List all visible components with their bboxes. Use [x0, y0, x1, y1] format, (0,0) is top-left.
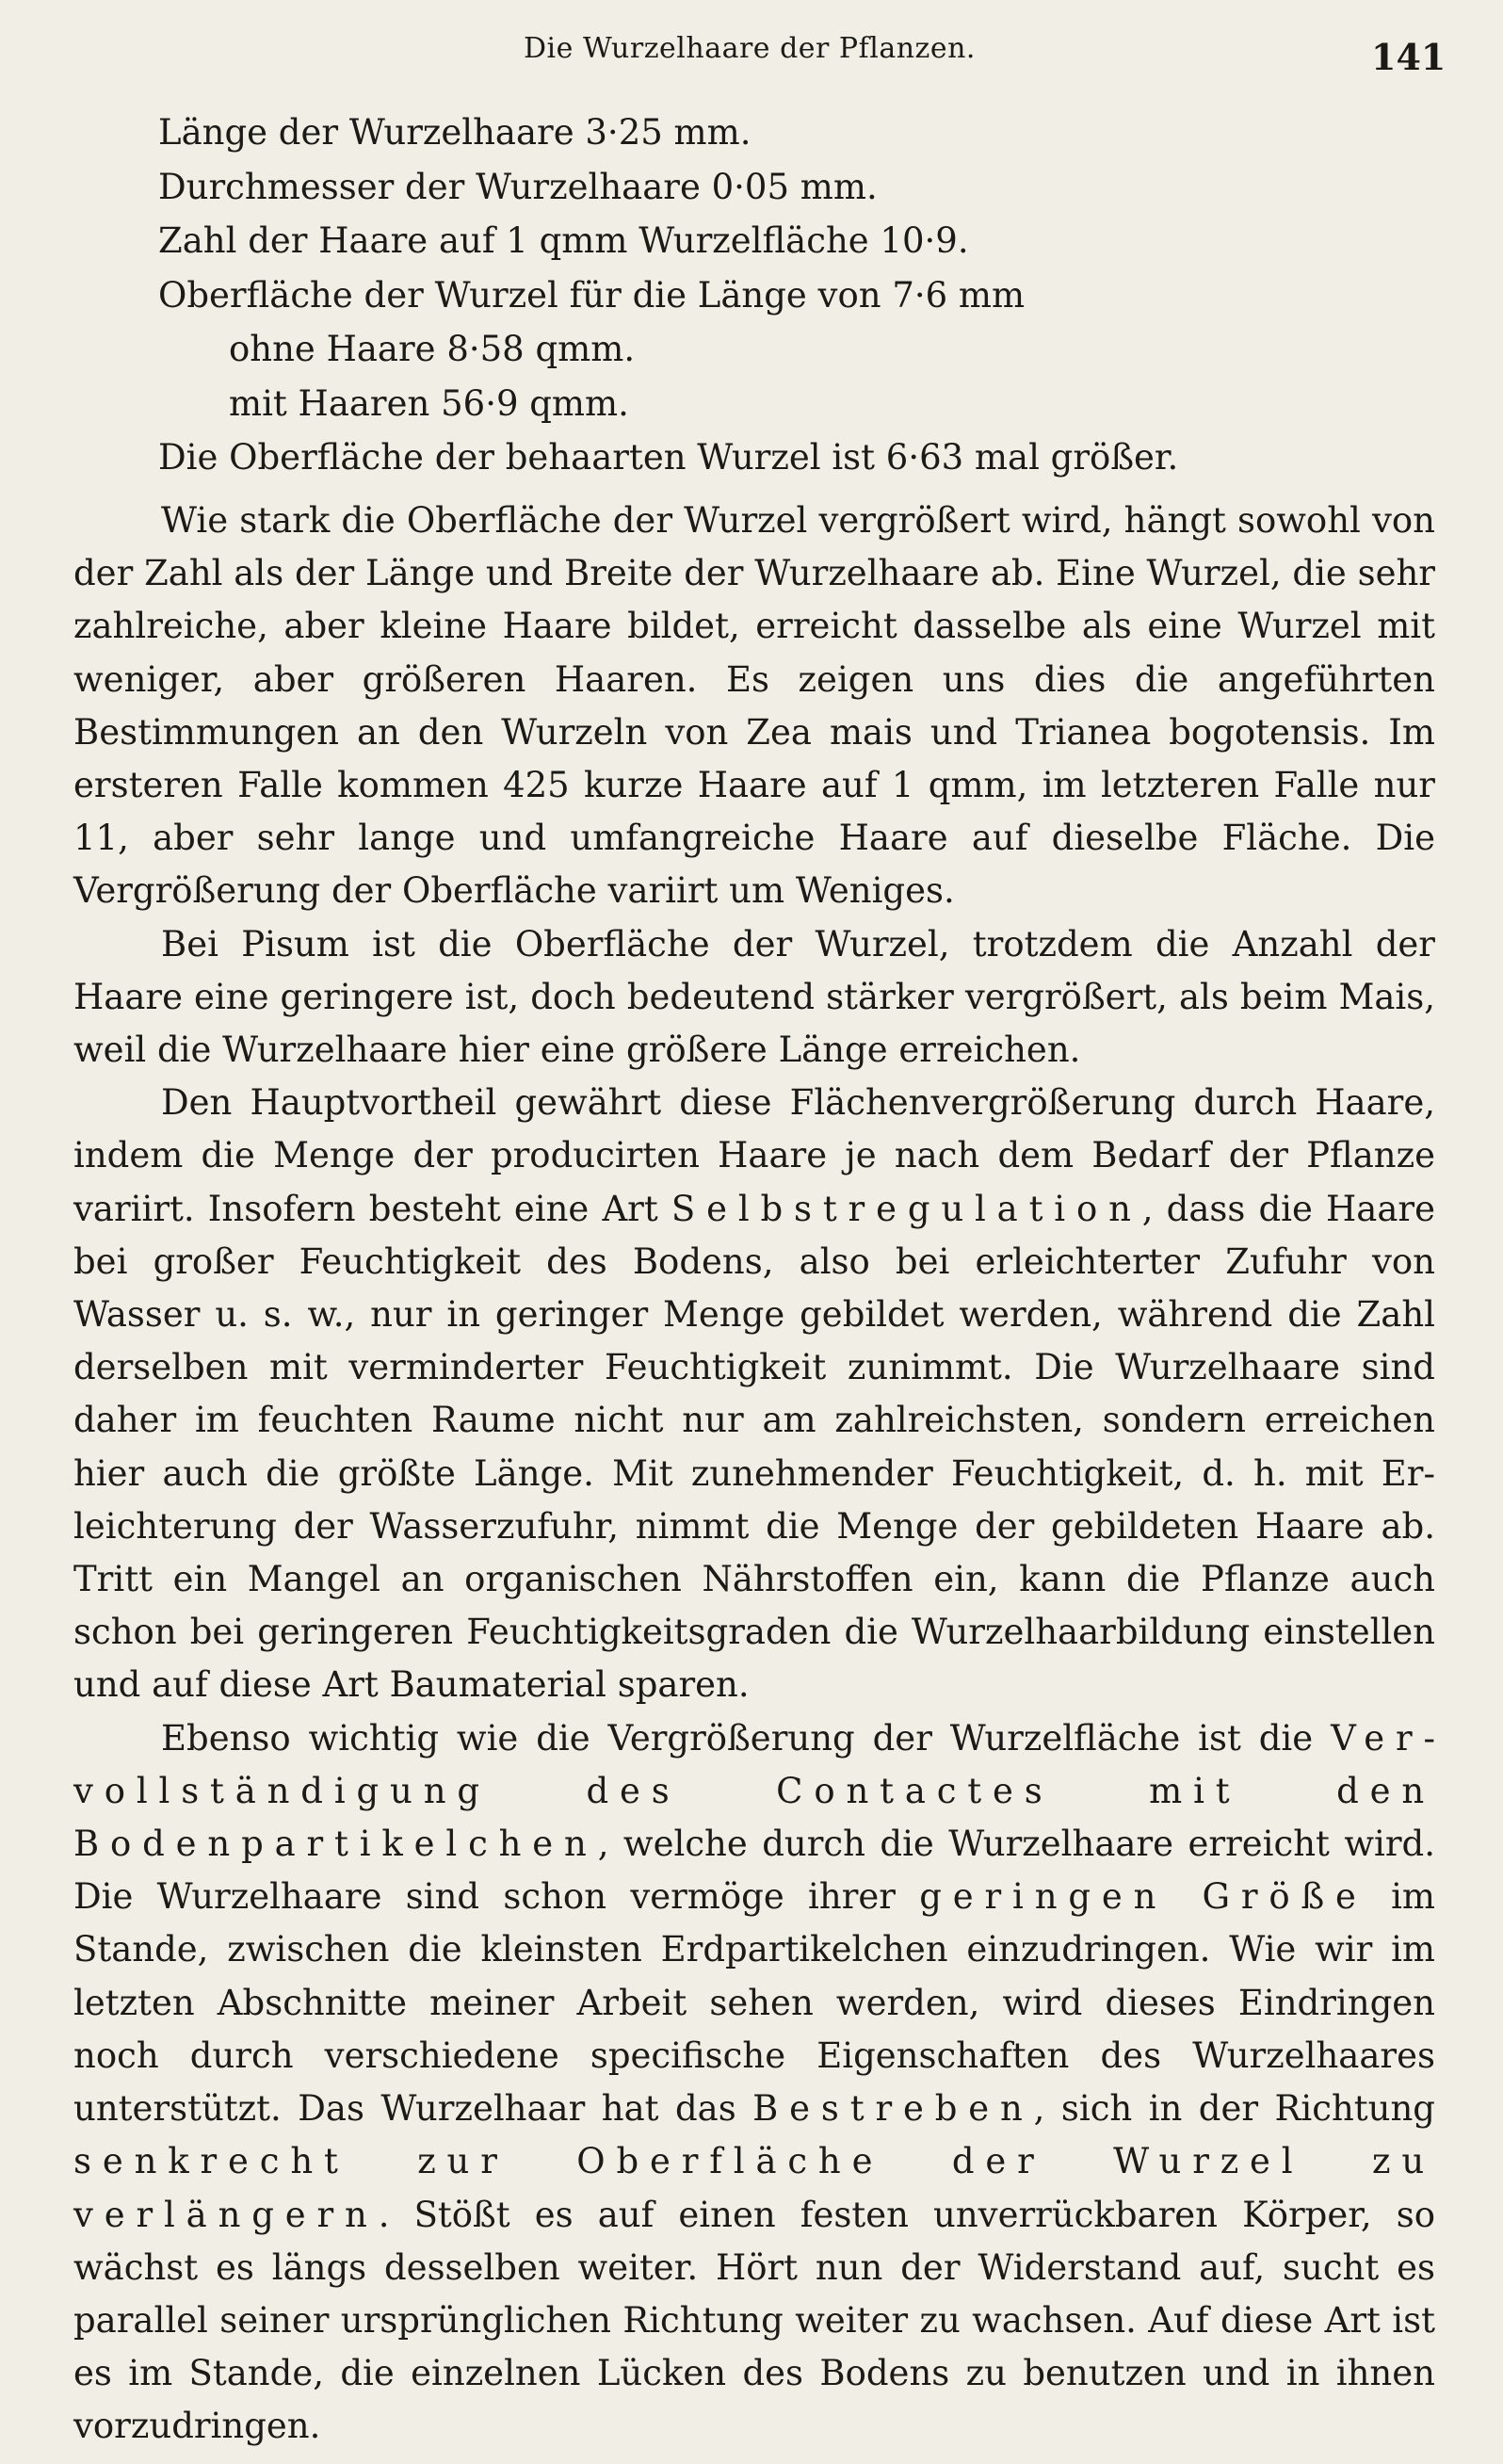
paragraph-4-text-b: , welche durch die Wurzelhaare erreicht wird. Die Wurzelhaare sind schon vermöge ihrer	[73, 1824, 1435, 1918]
paragraph-4	[73, 1712, 1435, 2454]
measurement-with-hairs: mit Haaren 56·9 qmm.	[229, 382, 629, 424]
measurement-diameter: Durchmesser der Wurzelhaare 0·05 mm.	[158, 166, 878, 207]
body-text	[73, 494, 1435, 2454]
measurement-without-hairs: ohne Haare 8·58 qmm.	[229, 329, 636, 369]
measurement-surface-heading: Oberfläche der Wurzel für die Länge von 7·6 mm	[158, 274, 1026, 316]
paragraph-4-text-c: im Stande, zwischen die kleinsten Erdpartikelchen einzudringen. Wie wir im letzten Abschnitte meiner Arbeit sehen werden, wird dieses Eindringen noch durch verschiedene specifische Eigenschaften des Wurzelhaares unterstützt. Das Wurzelhaar hat das	[73, 1876, 1436, 2130]
paragraph-3	[73, 1077, 1435, 1711]
paragraph-4-text-a: Ebenso wichtig wie die Vergrößerung der Wurzelfläche ist die	[161, 1717, 1314, 1759]
paragraph-2: Bei Pisum ist die Oberfläche der Wurzel, trotzdem die Anzahl der Haare eine geringere ist, doch bedeutend stärker vergrößert, als beim Mais, weil die Wurzelhaare hier eine größere Länge erreichen.	[73, 923, 1435, 1071]
paragraph-4-text-d: , sich in der Richtung	[1033, 2088, 1435, 2130]
paragraph-3-text-a: Den Hauptvortheil gewährt diese Flächenvergrößerung durch Haare, indem die Menge der producirten Haare je nach dem Bedarf der Pflanze variirt. Insofern besteht eine Art	[73, 1082, 1435, 1229]
spaced-term-geringen-groesse: geringen Größe	[919, 1876, 1367, 1918]
measurement-ratio: Die Oberfläche der behaarten Wurzel ist 6·63 mal größer.	[158, 437, 1179, 478]
measurement-count: Zahl der Haare auf 1 qmm Wurzelfläche 10·9.	[158, 220, 969, 261]
paragraph-4-text-e: . Stößt es auf einen festen unverrückbaren Körper, so wächst es längs desselben weiter. Hört nun der Widerstand auf, sucht es parallel seiner ursprünglichen Richtung weiter zu wachsen. Auf diese Art ist es im Stande, die einzelnen Lücken des Bodens zu benutzen und in ihnen vorzudringen.	[73, 2194, 1435, 2447]
spaced-term-senkrecht: senkrecht zur Oberfläche der Wurzel zu verlängern	[73, 2141, 1435, 2235]
page-number: 141	[1371, 36, 1446, 78]
spaced-term-selbstregulation: Selbstregulation	[671, 1188, 1142, 1229]
measurement-length: Länge der Wurzelhaare 3·25 mm.	[158, 112, 752, 153]
running-title: Die Wurzelhaare der Pflanzen.	[524, 32, 976, 65]
paragraph-1: Wie stark die Oberfläche der Wurzel vergrößert wird, hängt sowohl von der Zahl als der Länge und Breite der Wurzelhaare ab. Eine Wurzel, die sehr zahlreiche, aber kleine Haare bildet, erreicht dasselbe als eine Wurzel mit weniger, aber größeren Haaren. Es zeigen uns dies die angeführten Bestimmungen an den Wurzeln von Zea mais und Trianea bogotensis. Im ersteren Falle kommen 425 kurze Haare auf 1 qmm, im letzteren Falle nur 11, aber sehr lange und umfangreiche Haare auf dieselbe Fläche. Die Vergrößerung der Oberfläche variirt um Weniges.	[73, 500, 1435, 912]
spaced-term-vervollstaendigung: Vervollständigung des Contactes mit den Bodenpartikelchen	[73, 1717, 1436, 1865]
spaced-term-bestreben: Bestreben	[752, 2088, 1034, 2130]
running-head	[0, 26, 1503, 83]
measurement-list	[158, 105, 1477, 485]
paragraph-3-text-b: , dass die Haare bei großer Feuchtigkeit des Bodens, also bei erleichterter Zufuhr von Wasser u. s. w., nur in geringer Menge gebildet werden, während die Zahl derselben mit verminderter Feuchtigkeit zunimmt. Die Wurzelhaare sind daher im feuchten Raume nicht nur am zahlreichsten, sondern erreichen hier auch die größte Länge. Mit zunehmender Feuchtigkeit, d. h. mit Erleichterung der Wasserzufuhr, nimmt die Menge der gebildeten Haare ab. Tritt ein Mangel an organischen Nährstoffen ein, kann die Pflanze auch schon bei geringeren Feuchtigkeitsgraden die Wurzelhaarbildung einstellen und auf diese Art Baumaterial sparen.	[73, 1188, 1436, 1706]
